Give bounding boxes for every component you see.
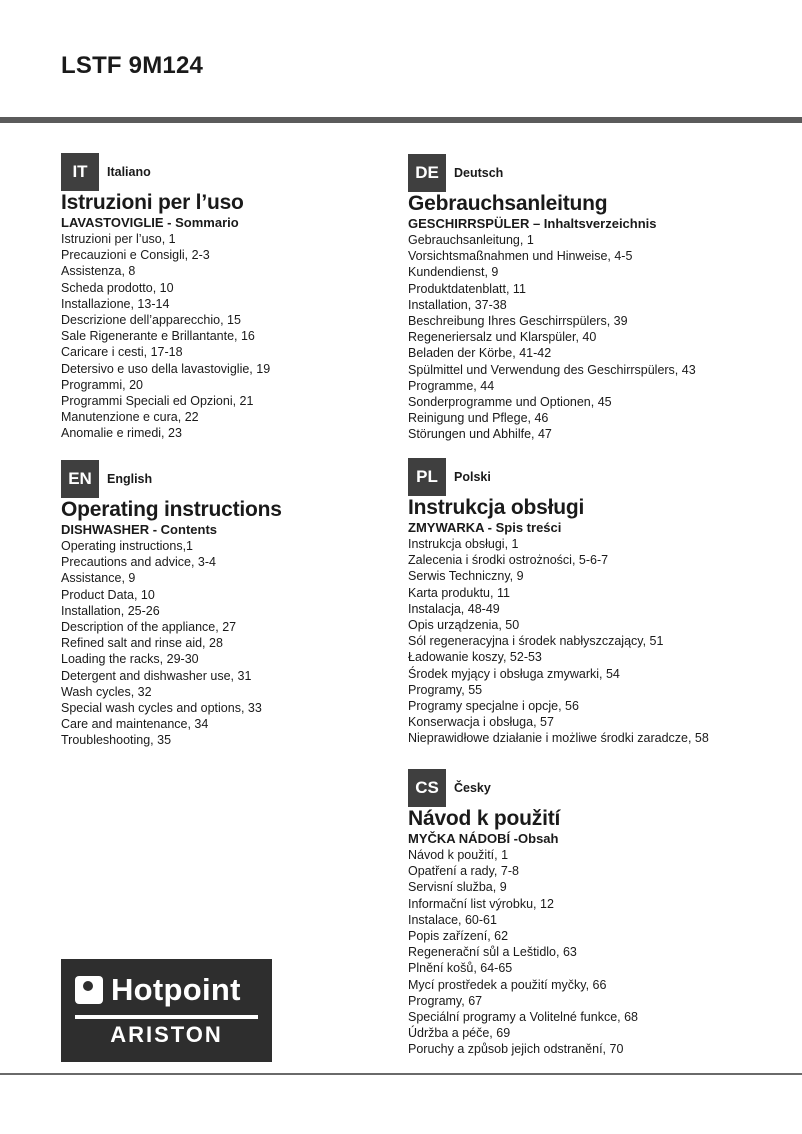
language-name: Česky: [454, 781, 491, 795]
toc-item: Scheda prodotto, 10: [61, 280, 174, 295]
language-code-badge: EN: [61, 460, 99, 498]
language-name: English: [107, 472, 153, 486]
toc-item: Manutenzione e cura, 22: [61, 410, 199, 425]
toc-item: Special wash cycles and options, 33: [61, 701, 262, 716]
language-name: Deutsch: [454, 166, 504, 180]
section-title: Operating instructions: [61, 498, 282, 521]
toc-item: Care and maintenance, 34: [61, 717, 209, 732]
toc-item: Detergent and dishwasher use, 31: [61, 668, 252, 683]
section-subtitle: LAVASTOVIGLIE - Sommario: [61, 215, 239, 230]
section-cs: [408, 769, 788, 1058]
toc-item: Programy, 67: [408, 993, 483, 1008]
toc-item: Installation, 25-26: [61, 603, 160, 618]
section-it: [61, 153, 401, 442]
toc-list: [61, 538, 401, 749]
section-title: Gebrauchsanleitung: [408, 192, 608, 215]
toc-item: Informační list výrobku, 12: [408, 896, 554, 911]
toc-item: Operating instructions,1: [61, 539, 194, 553]
toc-item: Údržba a péče, 69: [408, 1026, 511, 1041]
toc-item: Serwis Techniczny, 9: [408, 569, 524, 584]
toc-item: Opatření a rady, 7-8: [408, 864, 519, 879]
toc-item: Kundendienst, 9: [408, 265, 499, 280]
toc-item: Troubleshooting, 35: [61, 733, 172, 748]
toc-item: Regenerační sůl a Leštidlo, 63: [408, 945, 577, 960]
toc-item: Sale Rigenerante e Brillantante, 16: [61, 329, 255, 344]
section-title: Instrukcja obsługi: [408, 496, 585, 519]
toc-item: Vorsichtsmaßnahmen und Hinweise, 4-5: [408, 249, 633, 264]
toc-item: Installazione, 13-14: [61, 296, 170, 311]
section-header: [408, 769, 788, 807]
toc-item: Sól regeneracyjna i środek nabłyszczający, 51: [408, 634, 664, 649]
toc-item: Assistance, 9: [61, 571, 136, 586]
toc-item: Detersivo e uso della lavastoviglie, 19: [61, 361, 271, 376]
toc-item: Środek myjący i obsługa zmywarki, 54: [408, 666, 620, 681]
toc-item: Reinigung und Pflege, 46: [408, 411, 549, 426]
language-code-badge: DE: [408, 154, 446, 192]
section-title: Návod k použití: [408, 807, 561, 830]
logo-sub-text: ARISTON: [110, 1022, 223, 1047]
toc-item: Instalace, 60-61: [408, 912, 497, 927]
toc-item: Descrizione dell’apparecchio, 15: [61, 313, 241, 328]
toc-item: Istruzioni per l’uso, 1: [61, 232, 176, 246]
section-de: [408, 154, 788, 443]
toc-item: Störungen und Abhilfe, 47: [408, 427, 552, 442]
toc-item: Wash cycles, 32: [61, 684, 152, 699]
toc-item: Programy, 55: [408, 682, 483, 697]
toc-item: Precauzioni e Consigli, 2-3: [61, 248, 210, 263]
toc-item: Servisní služba, 9: [408, 880, 507, 895]
toc-item: Programmi, 20: [61, 377, 143, 392]
toc-item: Spülmittel und Verwendung des Geschirrspülers, 43: [408, 362, 696, 377]
toc-item: Karta produktu, 11: [408, 585, 510, 600]
section-subtitle: GESCHIRRSPÜLER – Inhaltsverzeichnis: [408, 216, 657, 231]
toc-item: Mycí prostředek a použití myčky, 66: [408, 977, 607, 992]
toc-item: Beschreibung Ihres Geschirrspülers, 39: [408, 314, 628, 329]
header-divider: [0, 117, 802, 123]
section-header: [61, 153, 401, 191]
toc-item: Opis urządzenia, 50: [408, 618, 520, 633]
toc-list: [408, 232, 788, 443]
language-code-badge: PL: [408, 458, 446, 496]
toc-list: [408, 847, 788, 1058]
toc-item: Instrukcja obsługi, 1: [408, 537, 519, 551]
toc-item: Nieprawidłowe działanie i możliwe środki zaradcze, 58: [408, 731, 709, 746]
logo-divider: [75, 1015, 258, 1019]
toc-item: Caricare i cesti, 17-18: [61, 345, 183, 360]
toc-item: Plnění košů, 64-65: [408, 961, 513, 976]
toc-item: Regeneriersalz und Klarspüler, 40: [408, 330, 597, 345]
toc-item: Anomalie e rimedi, 23: [61, 426, 182, 441]
toc-item: Gebrauchsanleitung, 1: [408, 233, 534, 247]
toc-item: Konserwacja i obsługa, 57: [408, 715, 554, 730]
toc-item: Description of the appliance, 27: [61, 620, 237, 635]
toc-item: Refined salt and rinse aid, 28: [61, 636, 223, 651]
toc-item: Precautions and advice, 3-4: [61, 555, 216, 570]
model-number: LSTF 9M124: [61, 52, 204, 79]
brand-logo: [61, 959, 272, 1062]
toc-item: Zalecenia i środki ostrożności, 5-6-7: [408, 553, 609, 568]
toc-item: Poruchy a způsob jejich odstranění, 70: [408, 1042, 624, 1057]
language-code-badge: IT: [61, 153, 99, 191]
toc-item: Programy specjalne i opcje, 56: [408, 699, 579, 714]
section-en: [61, 460, 401, 749]
language-name: Polski: [454, 470, 491, 484]
toc-item: Programme, 44: [408, 378, 495, 393]
toc-item: Instalacja, 48-49: [408, 601, 500, 616]
language-code-badge: CS: [408, 769, 446, 807]
footer-divider: [0, 1073, 802, 1075]
toc-item: Návod k použití, 1: [408, 848, 509, 862]
toc-item: Sonderprogramme und Optionen, 45: [408, 395, 612, 410]
toc-item: Produktdatenblatt, 11: [408, 281, 526, 296]
section-subtitle: ZMYWARKA - Spis treści: [408, 520, 562, 535]
toc-item: Programmi Speciali ed Opzioni, 21: [61, 394, 254, 409]
hotpoint-mark-icon: [75, 976, 103, 1004]
section-subtitle: DISHWASHER - Contents: [61, 522, 217, 537]
toc-item: Installation, 37-38: [408, 297, 507, 312]
toc-item: Loading the racks, 29-30: [61, 652, 199, 667]
logo-brand-text: Hotpoint: [111, 972, 241, 1007]
toc-item: Speciální programy a Volitelné funkce, 68: [408, 1010, 638, 1025]
toc-item: Assistenza, 8: [61, 264, 136, 279]
toc-item: Product Data, 10: [61, 587, 155, 602]
section-subtitle: MYČKA NÁDOBÍ -Obsah: [408, 831, 559, 846]
language-name: Italiano: [107, 165, 151, 179]
toc-item: Ładowanie koszy, 52-53: [408, 650, 542, 665]
toc-item: Popis zařízení, 62: [408, 929, 509, 944]
toc-item: Beladen der Körbe, 41-42: [408, 346, 552, 361]
section-header: [408, 458, 788, 496]
logo-top: [75, 973, 241, 1007]
toc-list: [61, 231, 401, 442]
section-pl: [408, 458, 788, 747]
toc-list: [408, 536, 788, 747]
section-header: [408, 154, 788, 192]
section-header: [61, 460, 401, 498]
section-title: Istruzioni per l’uso: [61, 191, 244, 214]
